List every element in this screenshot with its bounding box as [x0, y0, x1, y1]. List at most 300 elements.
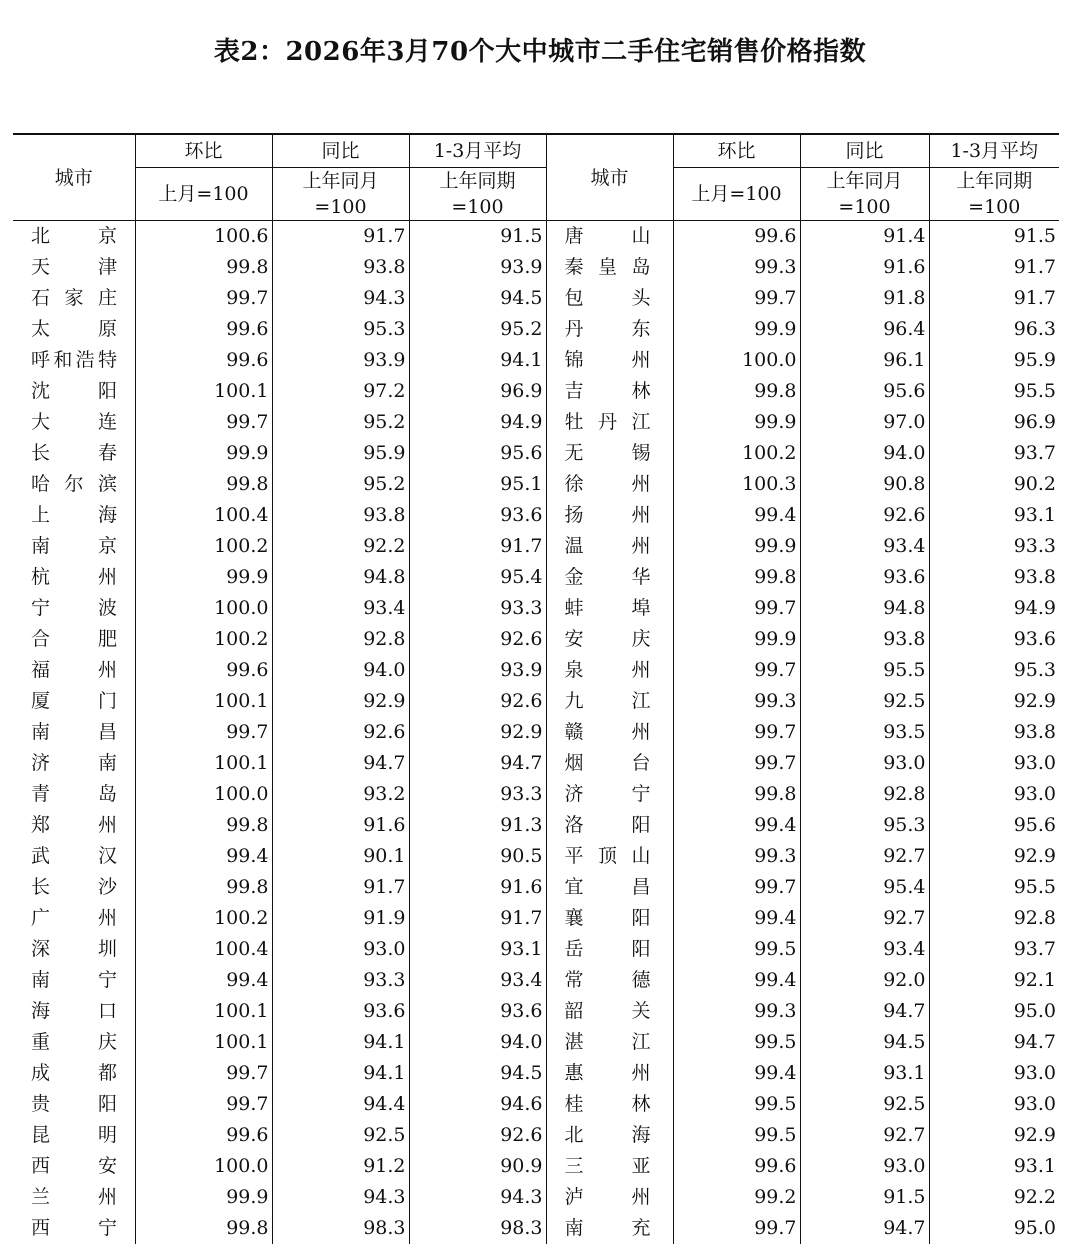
mom-value-left: 99.9 — [135, 562, 272, 593]
avg-value-right: 93.0 — [929, 748, 1059, 779]
yoy-value-right: 91.4 — [800, 221, 929, 253]
yoy-value-left: 93.3 — [272, 965, 409, 996]
table-row — [13, 1213, 1059, 1244]
city-name-text: 杭 州 — [31, 562, 117, 593]
city-name-right — [546, 841, 673, 872]
city-name-text: 南 充 — [565, 1213, 651, 1244]
city-name-text: 秦 皇 岛 — [565, 252, 651, 283]
avg-value-left: 92.6 — [409, 686, 546, 717]
mom-value-left: 100.6 — [135, 221, 272, 253]
city-name-text: 惠 州 — [565, 1058, 651, 1089]
table-row — [13, 469, 1059, 500]
avg-value-left: 92.6 — [409, 624, 546, 655]
header-city-left: 城市 — [13, 134, 135, 221]
table-row — [13, 624, 1059, 655]
table-row — [13, 872, 1059, 903]
city-name-text: 昆 明 — [31, 1120, 117, 1151]
city-name-text: 襄 阳 — [565, 903, 651, 934]
avg-value-left: 94.9 — [409, 407, 546, 438]
yoy-value-right: 94.8 — [800, 593, 929, 624]
city-name-right — [546, 1151, 673, 1182]
city-name-right — [546, 1089, 673, 1120]
mom-value-left: 100.0 — [135, 593, 272, 624]
mom-value-right: 99.2 — [673, 1182, 800, 1213]
yoy-value-right: 96.4 — [800, 314, 929, 345]
city-name-left — [13, 903, 135, 934]
mom-value-right: 99.3 — [673, 252, 800, 283]
city-name-right — [546, 562, 673, 593]
avg-value-left: 91.5 — [409, 221, 546, 253]
city-name-text: 深 圳 — [31, 934, 117, 965]
avg-value-right: 93.1 — [929, 500, 1059, 531]
city-name-text: 宜 昌 — [565, 872, 651, 903]
city-name-left — [13, 1151, 135, 1182]
yoy-value-right: 92.7 — [800, 903, 929, 934]
header-avg-base-line2: =100 — [930, 194, 1060, 220]
yoy-value-left: 92.8 — [272, 624, 409, 655]
table-row — [13, 1182, 1059, 1213]
city-name-right — [546, 717, 673, 748]
mom-value-right: 99.8 — [673, 779, 800, 810]
city-name-text: 上 海 — [31, 500, 117, 531]
avg-value-right: 92.1 — [929, 965, 1059, 996]
table-row — [13, 500, 1059, 531]
city-name-right — [546, 1027, 673, 1058]
city-name-text: 大 连 — [31, 407, 117, 438]
header-yoy-base-line1: 上年同月 — [801, 168, 929, 194]
city-name-right — [546, 748, 673, 779]
city-name-right — [546, 655, 673, 686]
city-name-text: 安 庆 — [565, 624, 651, 655]
yoy-value-left: 94.1 — [272, 1058, 409, 1089]
mom-value-right: 99.7 — [673, 872, 800, 903]
mom-value-right: 99.6 — [673, 1151, 800, 1182]
city-name-text: 泸 州 — [565, 1182, 651, 1213]
city-name-right — [546, 624, 673, 655]
avg-value-right: 93.7 — [929, 934, 1059, 965]
table-row — [13, 376, 1059, 407]
city-name-text: 武 汉 — [31, 841, 117, 872]
city-name-right — [546, 252, 673, 283]
yoy-value-right: 91.8 — [800, 283, 929, 314]
mom-value-left: 100.0 — [135, 1151, 272, 1182]
mom-value-left: 100.1 — [135, 996, 272, 1027]
table-row — [13, 1120, 1059, 1151]
avg-value-right: 91.7 — [929, 283, 1059, 314]
table-row — [13, 903, 1059, 934]
mom-value-left: 99.9 — [135, 1182, 272, 1213]
city-name-right — [546, 1182, 673, 1213]
avg-value-right: 95.3 — [929, 655, 1059, 686]
yoy-value-right: 92.8 — [800, 779, 929, 810]
yoy-value-right: 94.5 — [800, 1027, 929, 1058]
city-name-left — [13, 562, 135, 593]
city-name-right — [546, 345, 673, 376]
mom-value-right: 99.4 — [673, 500, 800, 531]
avg-value-left: 93.4 — [409, 965, 546, 996]
city-name-text: 郑 州 — [31, 810, 117, 841]
yoy-value-right: 93.5 — [800, 717, 929, 748]
city-name-text: 哈 尔 滨 — [31, 469, 117, 500]
mom-value-right: 100.0 — [673, 345, 800, 376]
yoy-value-right: 93.1 — [800, 1058, 929, 1089]
avg-value-left: 93.6 — [409, 996, 546, 1027]
mom-value-left: 100.1 — [135, 1027, 272, 1058]
avg-value-left: 92.6 — [409, 1120, 546, 1151]
avg-value-left: 94.1 — [409, 345, 546, 376]
city-name-text: 徐 州 — [565, 469, 651, 500]
yoy-value-right: 92.0 — [800, 965, 929, 996]
city-name-right — [546, 283, 673, 314]
avg-value-right: 92.9 — [929, 686, 1059, 717]
city-name-left — [13, 1089, 135, 1120]
mom-value-right: 99.5 — [673, 1089, 800, 1120]
mom-value-right: 99.7 — [673, 1213, 800, 1244]
city-name-right — [546, 376, 673, 407]
table-row — [13, 965, 1059, 996]
yoy-value-right: 96.1 — [800, 345, 929, 376]
city-name-left — [13, 624, 135, 655]
yoy-value-right: 94.7 — [800, 996, 929, 1027]
yoy-value-left: 93.2 — [272, 779, 409, 810]
city-name-text: 泉 州 — [565, 655, 651, 686]
avg-value-right: 95.9 — [929, 345, 1059, 376]
yoy-value-left: 97.2 — [272, 376, 409, 407]
price-index-table — [13, 133, 1059, 1244]
city-name-right — [546, 1120, 673, 1151]
table-row — [13, 1027, 1059, 1058]
city-name-left — [13, 469, 135, 500]
header-yoy-left: 同比 — [272, 134, 409, 168]
yoy-value-right: 95.6 — [800, 376, 929, 407]
city-name-text: 沈 阳 — [31, 376, 117, 407]
city-name-text: 九 江 — [565, 686, 651, 717]
mom-value-right: 99.8 — [673, 376, 800, 407]
yoy-value-left: 93.4 — [272, 593, 409, 624]
avg-value-right: 92.2 — [929, 1182, 1059, 1213]
city-name-text: 常 德 — [565, 965, 651, 996]
city-name-left — [13, 221, 135, 253]
header-yoy-base-line2: =100 — [273, 194, 409, 220]
mom-value-right: 99.7 — [673, 655, 800, 686]
table-row — [13, 810, 1059, 841]
mom-value-left: 99.7 — [135, 407, 272, 438]
city-name-right — [546, 903, 673, 934]
city-name-right — [546, 965, 673, 996]
city-name-left — [13, 965, 135, 996]
mom-value-right: 99.9 — [673, 624, 800, 655]
city-name-right — [546, 407, 673, 438]
avg-value-right: 95.5 — [929, 376, 1059, 407]
city-name-text: 西 宁 — [31, 1213, 117, 1244]
city-name-left — [13, 934, 135, 965]
yoy-value-left: 92.6 — [272, 717, 409, 748]
table-row — [13, 593, 1059, 624]
city-name-text: 天 津 — [31, 252, 117, 283]
mom-value-left: 99.7 — [135, 1058, 272, 1089]
avg-value-left: 91.7 — [409, 531, 546, 562]
city-name-text: 济 宁 — [565, 779, 651, 810]
table-row — [13, 1089, 1059, 1120]
table-row — [13, 531, 1059, 562]
yoy-value-right: 92.7 — [800, 1120, 929, 1151]
mom-value-right: 99.3 — [673, 841, 800, 872]
city-name-left — [13, 593, 135, 624]
yoy-value-right: 92.5 — [800, 686, 929, 717]
city-name-text: 西 安 — [31, 1151, 117, 1182]
avg-value-right: 93.8 — [929, 717, 1059, 748]
city-name-text: 合 肥 — [31, 624, 117, 655]
mom-value-right: 99.4 — [673, 1058, 800, 1089]
header-avg-base-right — [929, 168, 1059, 221]
header-city-right: 城市 — [546, 134, 673, 221]
yoy-value-right: 92.7 — [800, 841, 929, 872]
city-name-text: 太 原 — [31, 314, 117, 345]
avg-value-right: 92.8 — [929, 903, 1059, 934]
city-name-left — [13, 345, 135, 376]
city-name-text: 三 亚 — [565, 1151, 651, 1182]
mom-value-right: 99.7 — [673, 283, 800, 314]
avg-value-right: 93.6 — [929, 624, 1059, 655]
mom-value-right: 99.4 — [673, 810, 800, 841]
mom-value-left: 99.4 — [135, 841, 272, 872]
yoy-value-left: 95.2 — [272, 469, 409, 500]
yoy-value-left: 92.9 — [272, 686, 409, 717]
city-name-text: 长 沙 — [31, 872, 117, 903]
table-row — [13, 283, 1059, 314]
avg-value-right: 93.7 — [929, 438, 1059, 469]
mom-value-right: 99.8 — [673, 562, 800, 593]
mom-value-left: 99.7 — [135, 717, 272, 748]
city-name-left — [13, 686, 135, 717]
yoy-value-right: 91.5 — [800, 1182, 929, 1213]
mom-value-right: 99.7 — [673, 593, 800, 624]
header-avg-base-line1: 上年同期 — [930, 168, 1060, 194]
avg-value-right: 93.0 — [929, 1058, 1059, 1089]
mom-value-right: 99.6 — [673, 221, 800, 253]
mom-value-left: 100.4 — [135, 934, 272, 965]
avg-value-left: 93.3 — [409, 593, 546, 624]
avg-value-right: 93.1 — [929, 1151, 1059, 1182]
city-name-left — [13, 314, 135, 345]
yoy-value-left: 93.9 — [272, 345, 409, 376]
yoy-value-left: 94.3 — [272, 283, 409, 314]
avg-value-left: 91.6 — [409, 872, 546, 903]
yoy-value-right: 90.8 — [800, 469, 929, 500]
header-avg-right: 1-3月平均 — [929, 134, 1059, 168]
city-name-right — [546, 593, 673, 624]
city-name-text: 厦 门 — [31, 686, 117, 717]
table-row — [13, 221, 1059, 253]
avg-value-right: 93.0 — [929, 1089, 1059, 1120]
city-name-right — [546, 221, 673, 253]
city-name-text: 平 顶 山 — [565, 841, 651, 872]
city-name-text: 扬 州 — [565, 500, 651, 531]
city-name-text: 北 京 — [31, 221, 117, 252]
yoy-value-right: 93.0 — [800, 748, 929, 779]
avg-value-left: 95.1 — [409, 469, 546, 500]
city-name-right — [546, 500, 673, 531]
city-name-left — [13, 500, 135, 531]
city-name-left — [13, 1027, 135, 1058]
city-name-text: 岳 阳 — [565, 934, 651, 965]
table-row — [13, 407, 1059, 438]
city-name-left — [13, 717, 135, 748]
yoy-value-right: 92.6 — [800, 500, 929, 531]
mom-value-left: 100.4 — [135, 500, 272, 531]
avg-value-right: 92.9 — [929, 841, 1059, 872]
header-avg-base-line1: 上年同期 — [410, 168, 546, 194]
mom-value-left: 99.6 — [135, 345, 272, 376]
city-name-left — [13, 655, 135, 686]
yoy-value-right: 97.0 — [800, 407, 929, 438]
yoy-value-right: 95.4 — [800, 872, 929, 903]
mom-value-left: 100.1 — [135, 748, 272, 779]
city-name-left — [13, 376, 135, 407]
mom-value-right: 99.9 — [673, 531, 800, 562]
avg-value-left: 93.1 — [409, 934, 546, 965]
city-name-right — [546, 314, 673, 345]
avg-value-left: 95.2 — [409, 314, 546, 345]
city-name-text: 温 州 — [565, 531, 651, 562]
city-name-text: 兰 州 — [31, 1182, 117, 1213]
yoy-value-left: 93.6 — [272, 996, 409, 1027]
mom-value-right: 99.9 — [673, 314, 800, 345]
header-mom-base-left: 上月=100 — [135, 168, 272, 221]
city-name-text: 成 都 — [31, 1058, 117, 1089]
yoy-value-left: 93.8 — [272, 252, 409, 283]
city-name-text: 湛 江 — [565, 1027, 651, 1058]
avg-value-left: 96.9 — [409, 376, 546, 407]
mom-value-left: 100.2 — [135, 531, 272, 562]
avg-value-right: 96.3 — [929, 314, 1059, 345]
mom-value-left: 100.0 — [135, 779, 272, 810]
mom-value-left: 99.7 — [135, 283, 272, 314]
header-mom-base-right: 上月=100 — [673, 168, 800, 221]
table-row — [13, 655, 1059, 686]
city-name-left — [13, 438, 135, 469]
avg-value-left: 93.9 — [409, 655, 546, 686]
yoy-value-left: 93.8 — [272, 500, 409, 531]
avg-value-left: 94.0 — [409, 1027, 546, 1058]
avg-value-right: 94.9 — [929, 593, 1059, 624]
mom-value-left: 99.4 — [135, 965, 272, 996]
page-title: 表2：2026年3月70个大中城市二手住宅销售价格指数 — [0, 30, 1080, 74]
yoy-value-right: 93.4 — [800, 934, 929, 965]
city-name-text: 锦 州 — [565, 345, 651, 376]
city-name-left — [13, 1213, 135, 1244]
avg-value-left: 98.3 — [409, 1213, 546, 1244]
avg-value-right: 94.7 — [929, 1027, 1059, 1058]
city-name-left — [13, 252, 135, 283]
avg-value-left: 90.9 — [409, 1151, 546, 1182]
city-name-text: 烟 台 — [565, 748, 651, 779]
city-name-left — [13, 531, 135, 562]
yoy-value-left: 94.0 — [272, 655, 409, 686]
table-row — [13, 841, 1059, 872]
yoy-value-right: 94.7 — [800, 1213, 929, 1244]
city-name-right — [546, 810, 673, 841]
avg-value-right: 96.9 — [929, 407, 1059, 438]
mom-value-left: 100.2 — [135, 624, 272, 655]
city-name-right — [546, 1058, 673, 1089]
avg-value-right: 91.5 — [929, 221, 1059, 253]
mom-value-left: 99.8 — [135, 810, 272, 841]
yoy-value-right: 92.5 — [800, 1089, 929, 1120]
avg-value-left: 95.6 — [409, 438, 546, 469]
city-name-text: 呼 和 浩 特 — [31, 345, 117, 376]
city-name-text: 南 京 — [31, 531, 117, 562]
table-row — [13, 717, 1059, 748]
city-name-text: 赣 州 — [565, 717, 651, 748]
yoy-value-left: 95.3 — [272, 314, 409, 345]
mom-value-right: 99.7 — [673, 717, 800, 748]
city-name-text: 牡 丹 江 — [565, 407, 651, 438]
mom-value-left: 100.1 — [135, 686, 272, 717]
mom-value-right: 99.4 — [673, 903, 800, 934]
city-name-text: 济 南 — [31, 748, 117, 779]
avg-value-right: 95.6 — [929, 810, 1059, 841]
header-avg-base-line2: =100 — [410, 194, 546, 220]
avg-value-left: 91.7 — [409, 903, 546, 934]
yoy-value-right: 93.4 — [800, 531, 929, 562]
avg-value-right: 95.0 — [929, 996, 1059, 1027]
yoy-value-right: 95.5 — [800, 655, 929, 686]
city-name-right — [546, 686, 673, 717]
mom-value-left: 99.8 — [135, 469, 272, 500]
mom-value-left: 99.7 — [135, 1089, 272, 1120]
city-name-right — [546, 934, 673, 965]
yoy-value-left: 94.1 — [272, 1027, 409, 1058]
city-name-text: 无 锡 — [565, 438, 651, 469]
table-row — [13, 438, 1059, 469]
city-name-text: 南 昌 — [31, 717, 117, 748]
yoy-value-right: 91.6 — [800, 252, 929, 283]
mom-value-right: 99.4 — [673, 965, 800, 996]
header-yoy-right: 同比 — [800, 134, 929, 168]
yoy-value-left: 92.2 — [272, 531, 409, 562]
header-yoy-base-line1: 上年同月 — [273, 168, 409, 194]
yoy-value-left: 92.5 — [272, 1120, 409, 1151]
table-body — [13, 221, 1059, 1244]
avg-value-right: 93.0 — [929, 779, 1059, 810]
city-name-text: 唐 山 — [565, 221, 651, 252]
yoy-value-left: 91.7 — [272, 221, 409, 253]
avg-value-right: 95.5 — [929, 872, 1059, 903]
city-name-left — [13, 996, 135, 1027]
mom-value-left: 99.6 — [135, 1120, 272, 1151]
mom-value-left: 100.1 — [135, 376, 272, 407]
avg-value-left: 94.3 — [409, 1182, 546, 1213]
city-name-text: 北 海 — [565, 1120, 651, 1151]
yoy-value-left: 91.6 — [272, 810, 409, 841]
yoy-value-right: 95.3 — [800, 810, 929, 841]
city-name-left — [13, 283, 135, 314]
yoy-value-left: 95.2 — [272, 407, 409, 438]
mom-value-right: 99.3 — [673, 996, 800, 1027]
mom-value-left: 99.8 — [135, 252, 272, 283]
avg-value-left: 92.9 — [409, 717, 546, 748]
city-name-right — [546, 872, 673, 903]
city-name-left — [13, 841, 135, 872]
city-name-right — [546, 996, 673, 1027]
table-row — [13, 779, 1059, 810]
city-name-text: 蚌 埠 — [565, 593, 651, 624]
city-name-left — [13, 1182, 135, 1213]
yoy-value-left: 91.9 — [272, 903, 409, 934]
city-name-right — [546, 1213, 673, 1244]
avg-value-right: 90.2 — [929, 469, 1059, 500]
